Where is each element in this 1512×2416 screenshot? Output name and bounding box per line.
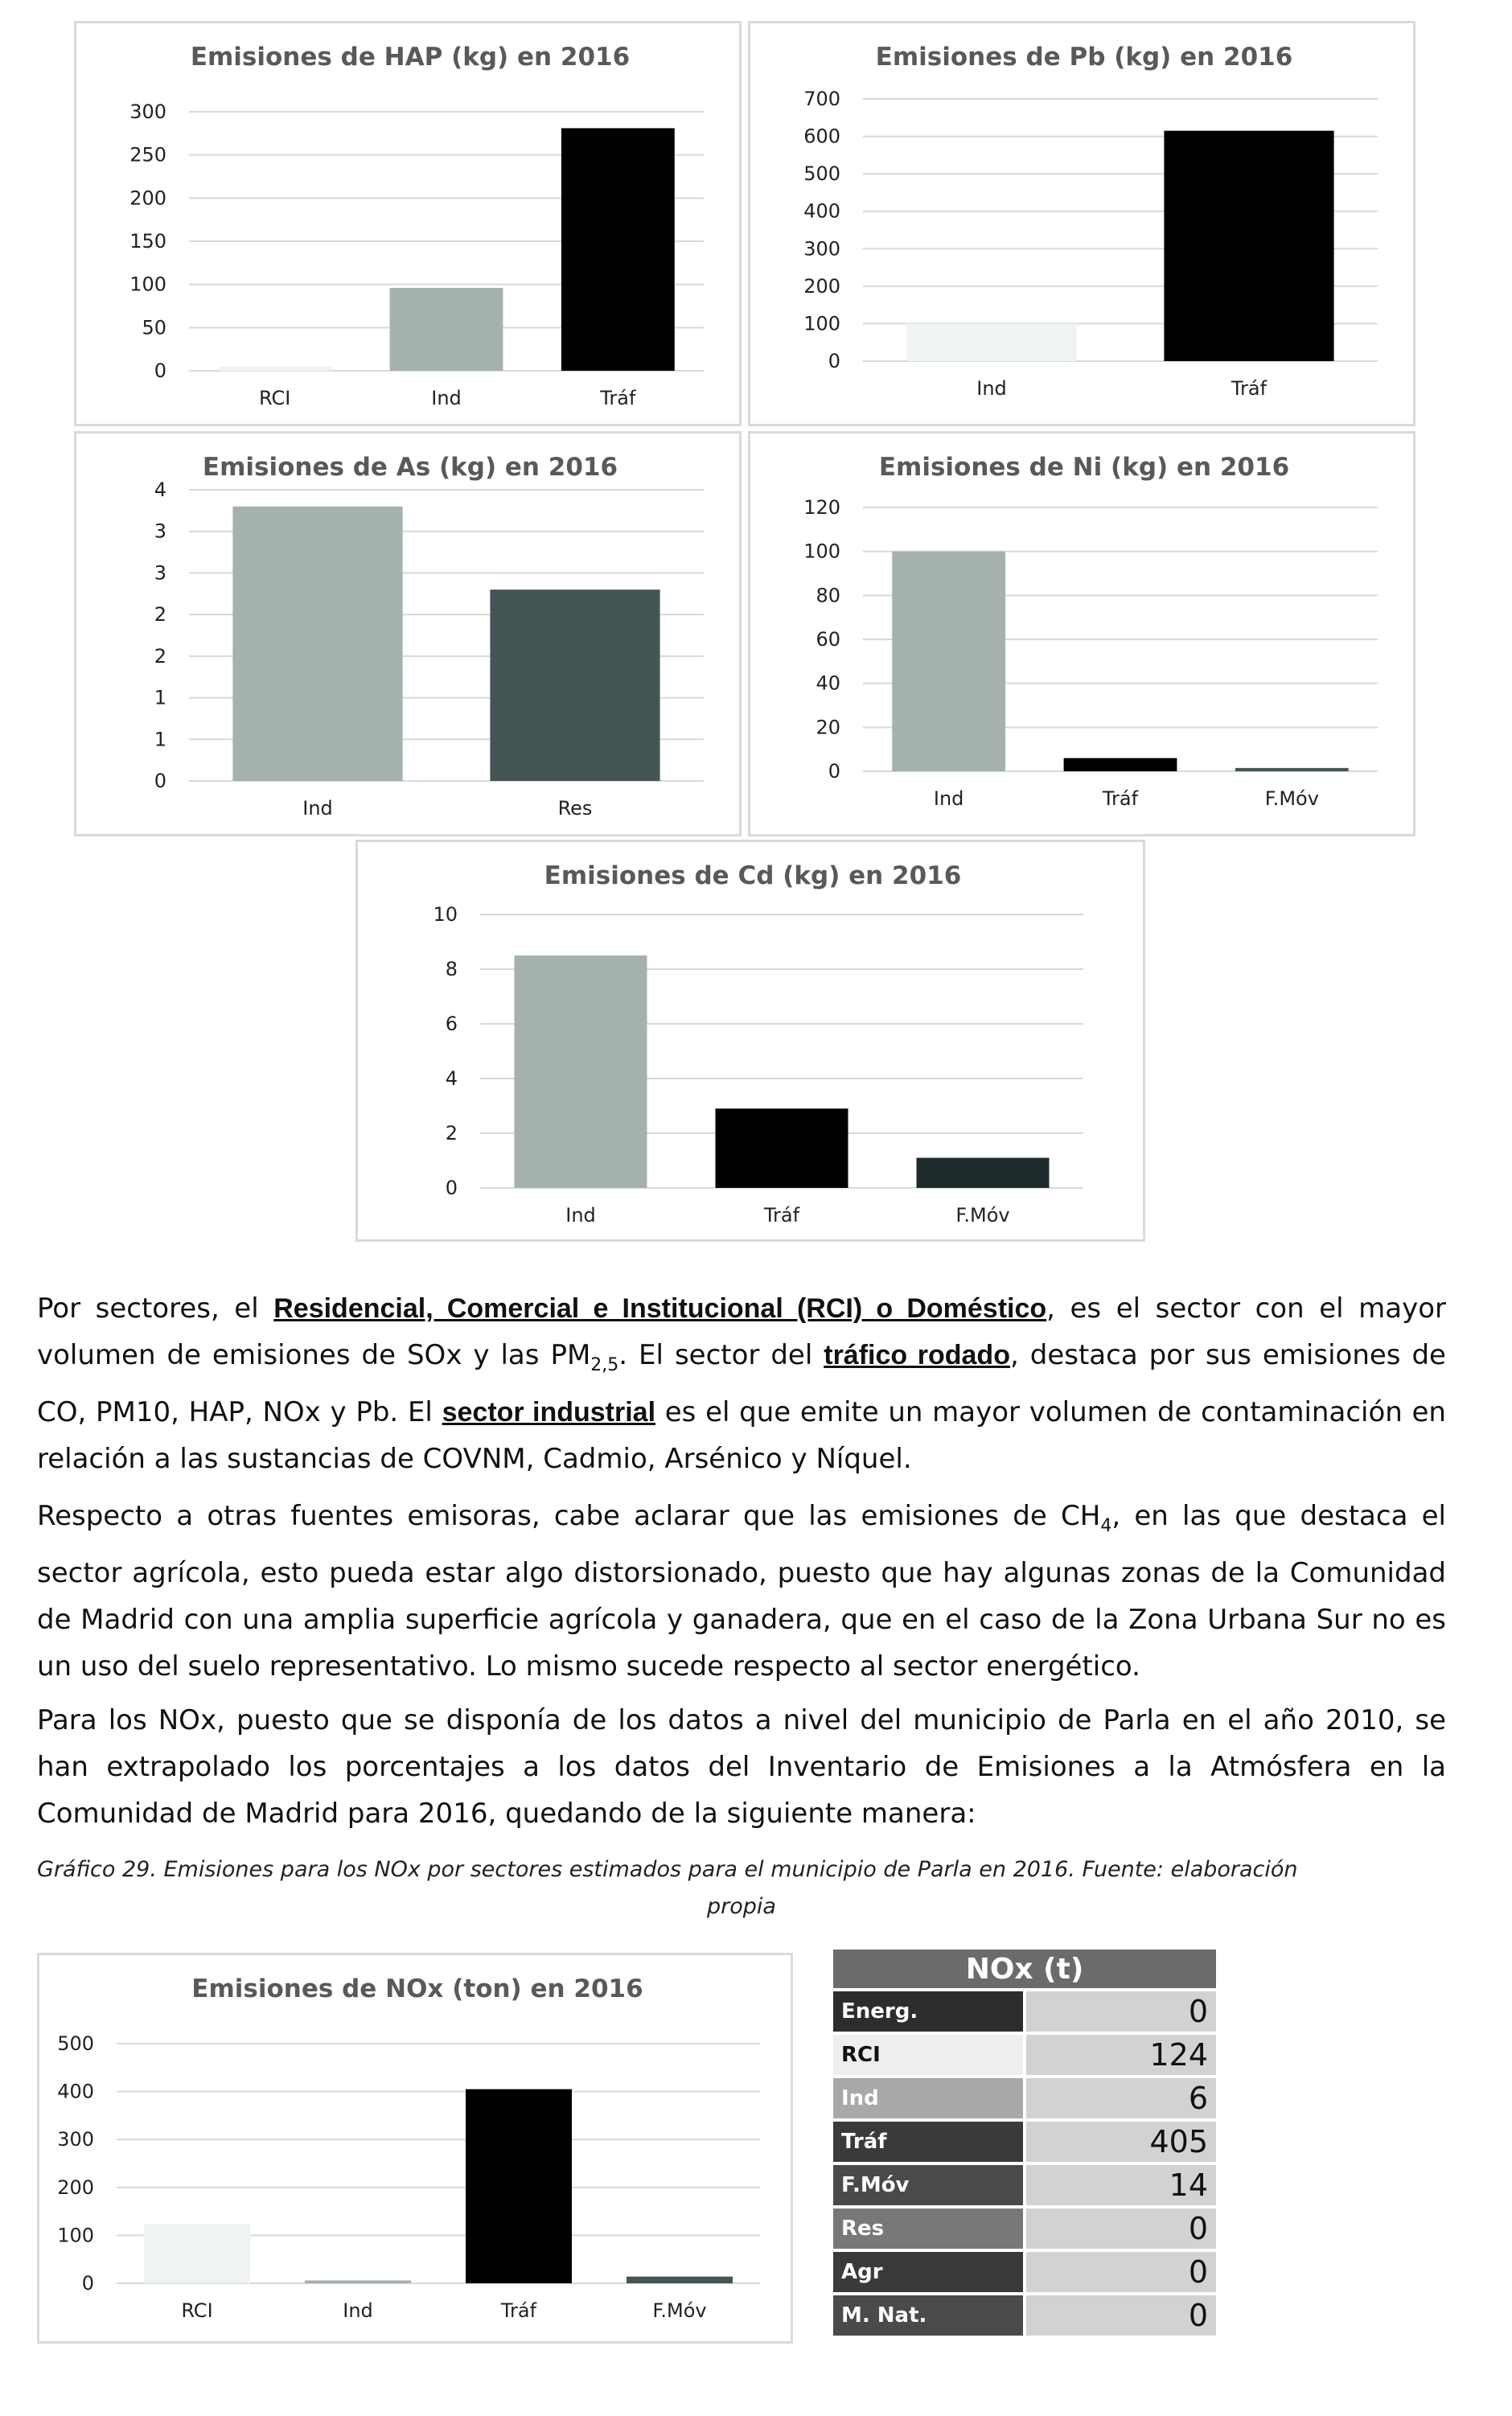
row-value: 0 — [1026, 2209, 1216, 2249]
y-tick-label: 100 — [803, 540, 840, 563]
y-tick-label: 200 — [803, 274, 840, 298]
y-tick-label: 1 — [154, 686, 166, 709]
bar — [917, 1158, 1050, 1188]
y-tick-label: 4 — [154, 479, 166, 501]
y-tick-label: 400 — [57, 2080, 94, 2103]
x-tick-label: RCI — [259, 387, 291, 409]
y-tick-label: 0 — [828, 350, 840, 372]
figure-caption — [37, 1851, 1446, 1925]
p1-subscript: 2,5 — [590, 1354, 619, 1375]
p1-text-e: es el que emite un mayor volumen de contaminación en relación a las sustancias de COVNM, Cadmio, Arsénico y Níquel. — [37, 1395, 1446, 1475]
x-tick-label: Tráf — [500, 2299, 537, 2322]
y-tick-label: 400 — [803, 199, 840, 223]
y-tick-label: 2 — [154, 603, 166, 627]
row-label: F.Móv — [833, 2165, 1026, 2205]
p3-text: Para los NOx, puesto que se disponía de los datos a nivel del municipio de Parla en el año 2010, se han extrapolado los porcentajes a los datos del Inventario de Emisiones a la Atmósfera en la Comunidad de Madrid para 2016, quedando de la siguiente manera: — [37, 1704, 1446, 1830]
y-tick-label: 8 — [445, 958, 458, 980]
row-value: 124 — [1026, 2035, 1216, 2075]
chart-nox — [37, 1953, 793, 2344]
y-tick-label: 500 — [57, 2032, 94, 2055]
y-tick-label: 80 — [816, 584, 840, 607]
y-tick-label: 600 — [803, 125, 840, 148]
x-tick-label: Tráf — [600, 387, 636, 409]
bar — [515, 955, 647, 1188]
y-tick-label: 200 — [129, 187, 166, 210]
y-tick-label: 2 — [445, 1122, 458, 1144]
x-tick-label: Ind — [431, 387, 462, 409]
bar — [716, 1108, 848, 1188]
p1-text-a: Por sectores, el — [37, 1292, 274, 1325]
chart-title: Emisiones de Pb (kg) en 2016 — [875, 43, 1293, 72]
chart-ni — [748, 431, 1415, 836]
table-row — [833, 1991, 1216, 2032]
y-tick-label: 2 — [154, 644, 166, 668]
x-tick-label: Ind — [976, 377, 1007, 400]
bar — [466, 2089, 572, 2283]
y-tick-label: 1 — [154, 728, 166, 751]
y-tick-label: 250 — [129, 143, 166, 166]
link-trafico[interactable]: tráfico rodado — [824, 1340, 1010, 1370]
y-tick-label: 4 — [445, 1067, 458, 1090]
paragraph-nox — [37, 1697, 1446, 1837]
x-tick-label: RCI — [181, 2299, 213, 2322]
table-row — [833, 2122, 1216, 2162]
y-tick-label: 120 — [803, 496, 840, 519]
row-value: 14 — [1026, 2165, 1216, 2205]
row-value: 6 — [1026, 2078, 1216, 2118]
row-label: RCI — [833, 2035, 1026, 2075]
row-label: Res — [833, 2209, 1026, 2249]
chart-title: Emisiones de Cd (kg) en 2016 — [544, 861, 962, 890]
bar — [232, 507, 402, 781]
chart-hap — [74, 21, 742, 426]
p1-text-b: , es el sector con el mayor volumen de emisiones de SOx y las PM — [37, 1292, 1446, 1371]
p2-text-a: Respecto a otras fuentes emisoras, cabe aclarar que las emisiones de CH — [37, 1500, 1101, 1532]
chart-as — [74, 431, 742, 836]
bar — [390, 288, 503, 371]
y-tick-label: 40 — [816, 672, 840, 695]
y-tick-label: 200 — [57, 2176, 94, 2199]
y-tick-label: 0 — [445, 1177, 458, 1199]
bar — [1064, 758, 1177, 771]
caption-line-b: propia — [707, 1894, 776, 1919]
table-row — [833, 2295, 1216, 2336]
x-tick-label: Ind — [565, 1204, 596, 1226]
chart-title: Emisiones de HAP (kg) en 2016 — [190, 43, 631, 72]
y-tick-label: 300 — [803, 237, 840, 261]
paragraph-sectors — [37, 1285, 1446, 1482]
y-tick-label: 20 — [816, 716, 840, 739]
nox-table-header: NOx (t) — [833, 1950, 1216, 1988]
y-tick-label: 100 — [57, 2224, 94, 2247]
row-label: Energ. — [833, 1991, 1026, 2032]
table-row — [833, 2209, 1216, 2249]
y-tick-label: 0 — [154, 360, 166, 382]
bar — [561, 128, 675, 371]
chart-title: Emisiones de As (kg) en 2016 — [202, 453, 618, 482]
y-tick-label: 3 — [154, 520, 166, 543]
bar — [1235, 768, 1349, 771]
x-tick-label: Tráf — [763, 1204, 800, 1226]
chart-cd — [355, 840, 1145, 1242]
row-value: 0 — [1026, 2252, 1216, 2292]
row-label: Tráf — [833, 2122, 1026, 2162]
y-tick-label: 10 — [433, 903, 458, 926]
link-industrial[interactable]: sector industrial — [442, 1396, 656, 1428]
y-tick-label: 60 — [816, 628, 840, 651]
y-tick-label: 500 — [803, 162, 840, 186]
bar — [144, 2224, 250, 2283]
x-tick-label: F.Móv — [1264, 787, 1319, 810]
row-label: Agr — [833, 2252, 1026, 2292]
y-tick-label: 6 — [445, 1013, 458, 1035]
row-label: M. Nat. — [833, 2295, 1026, 2336]
p2-text-b: , en las que destaca el sector agrícola, esto pueda estar algo distorsionado, puesto que hay algunas zonas de la Comunidad de Madrid con una amplia superficie agrícola y ganadera, que en el caso de la Zona Urbana Sur no es un uso del suelo representativo. Lo mismo sucede respecto al sector energético. — [37, 1500, 1446, 1683]
chart-title: Emisiones de NOx (ton) en 2016 — [191, 1974, 643, 2003]
x-tick-label: F.Móv — [652, 2299, 707, 2322]
y-tick-label: 700 — [803, 88, 840, 110]
table-row — [833, 2035, 1216, 2075]
table-row — [833, 2165, 1216, 2205]
bar — [305, 2280, 411, 2283]
nox-table — [833, 1946, 1216, 2339]
x-tick-label: Tráf — [1231, 377, 1268, 400]
row-label: Ind — [833, 2078, 1026, 2118]
x-tick-label: Ind — [302, 797, 333, 820]
x-tick-label: Ind — [933, 787, 964, 810]
paragraph-other-sources — [37, 1493, 1446, 1690]
x-tick-label: F.Móv — [955, 1204, 1010, 1226]
bar — [490, 590, 659, 781]
y-tick-label: 0 — [81, 2272, 94, 2295]
y-tick-label: 300 — [57, 2128, 94, 2151]
chart-title: Emisiones de Ni (kg) en 2016 — [878, 453, 1290, 482]
table-row — [833, 2252, 1216, 2292]
x-tick-label: Res — [557, 797, 593, 820]
bar — [627, 2277, 733, 2283]
table-row — [833, 2078, 1216, 2118]
x-tick-label: Ind — [343, 2299, 373, 2322]
row-value: 0 — [1026, 2295, 1216, 2336]
bar — [892, 552, 1005, 771]
y-tick-label: 300 — [129, 101, 166, 123]
y-tick-label: 100 — [129, 273, 166, 296]
p1-text-c: . El sector del — [618, 1339, 824, 1371]
y-tick-label: 0 — [828, 760, 840, 783]
caption-line-a: Gráfico 29. Emisiones para los NOx por sectores estimados para el municipio de Parla en 2016. Fuente: elaboración — [37, 1857, 1298, 1882]
y-tick-label: 50 — [142, 316, 166, 339]
y-tick-label: 0 — [154, 770, 166, 792]
row-value: 405 — [1026, 2122, 1216, 2162]
y-tick-label: 100 — [803, 312, 840, 335]
row-value: 0 — [1026, 1991, 1216, 2032]
chart-pb — [748, 21, 1415, 426]
bar — [1164, 131, 1333, 361]
p2-subscript: 4 — [1100, 1515, 1112, 1536]
y-tick-label: 3 — [154, 561, 166, 585]
x-tick-label: Tráf — [1102, 787, 1139, 810]
y-tick-label: 150 — [129, 230, 166, 253]
bar — [218, 367, 331, 371]
link-rci[interactable]: Residencial, Comercial e Institucional (RCI) o Doméstico — [273, 1293, 1047, 1324]
p1-text-d: , destaca por sus emisiones de CO, PM10, HAP, NOx y Pb. El — [37, 1339, 1446, 1428]
bar — [906, 323, 1076, 361]
